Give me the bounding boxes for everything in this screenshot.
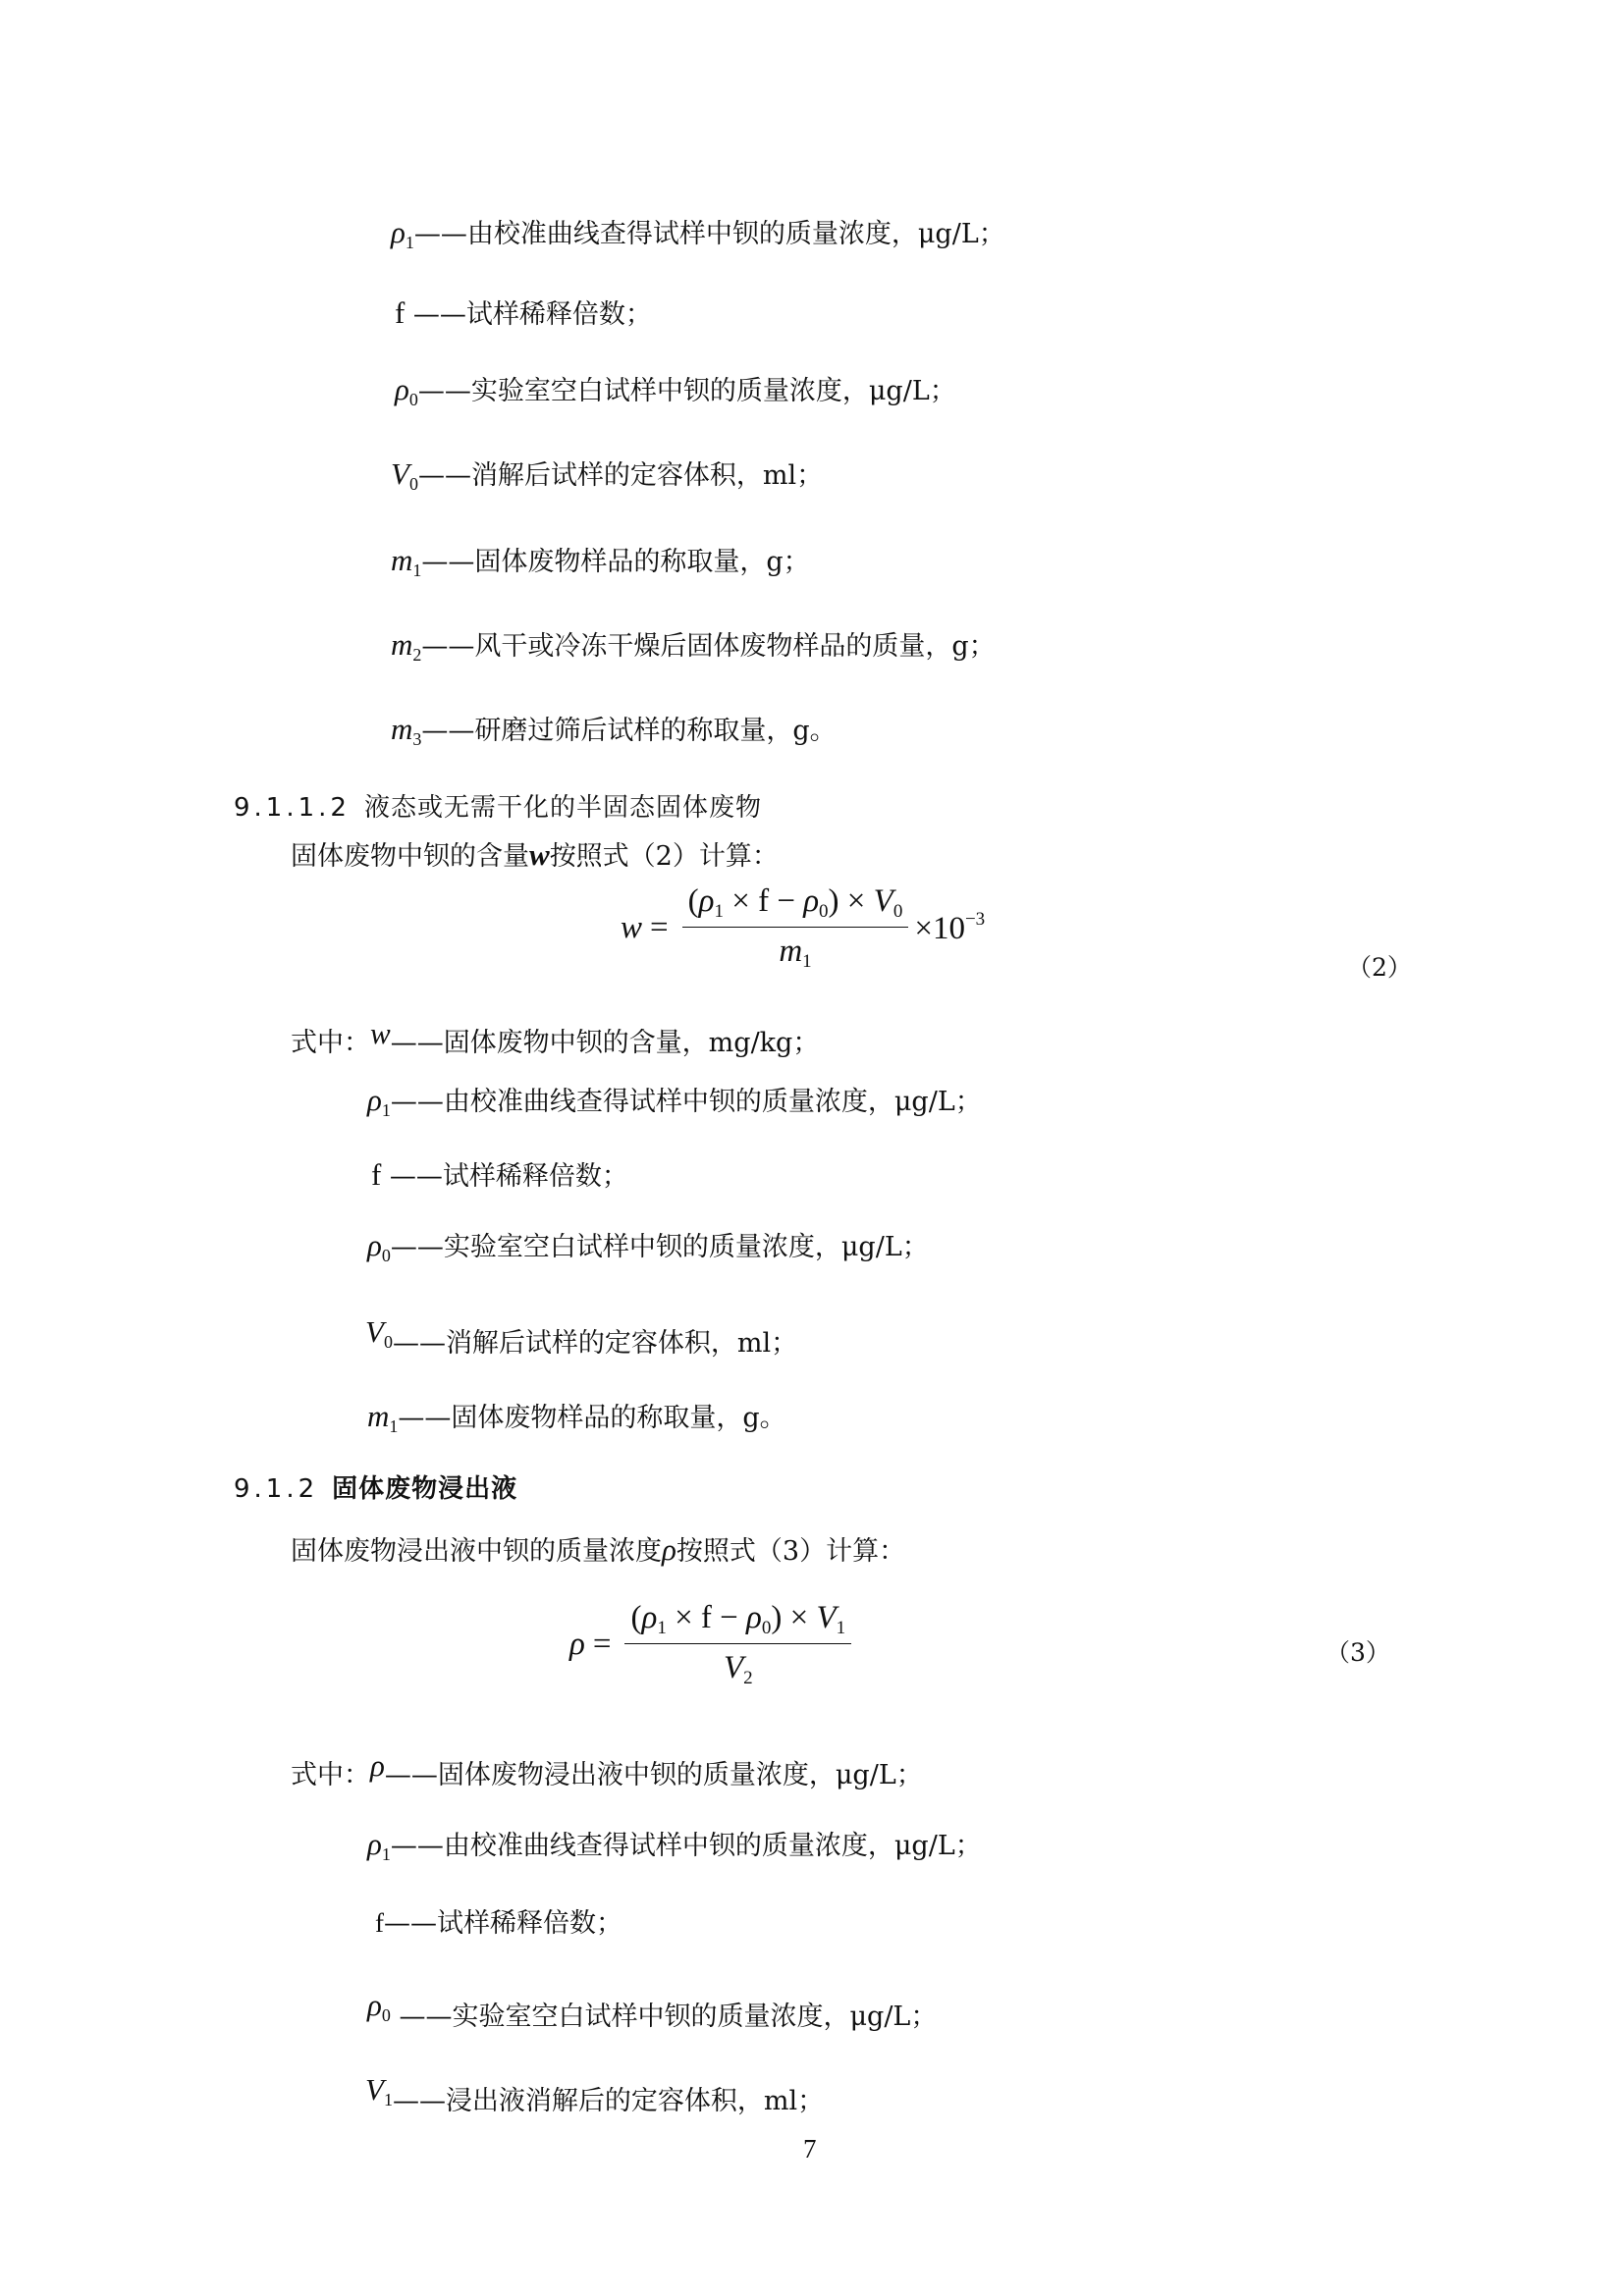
symbol-m: $m_3$: [391, 712, 422, 749]
symbol-w: w: [370, 1016, 391, 1050]
formula-fraction: $\frac{(\rho_1 \times f - \rho_0) \times V_1}{V_2}$: [624, 1600, 851, 1689]
section-number: 9.1.1.2: [234, 793, 351, 823]
symbol-rho: $\rho_0$: [395, 372, 418, 409]
definition-f: f ——试样稀释倍数；: [395, 295, 652, 330]
symbol-m: $m_1$: [391, 543, 422, 580]
definition-m3: $m_3——$研磨过筛后试样的称取量，g。: [391, 712, 837, 749]
definition-rho0: $\rho_0——$实验室空白试样中钡的质量浓度，μg/L；: [367, 1228, 929, 1265]
formula-3: ρ = $\frac{(\rho_1 \times f - \rho_0) \times V_1}{V_2}$: [569, 1600, 857, 1689]
formula-intro-2: 固体废物中钡的含量w按照式（2）计算：: [291, 837, 779, 872]
section-title: 固体废物浸出液: [332, 1474, 518, 1504]
definition-rho: 式中：ρ——固体废物浸出液中钡的质量浓度，μg/L；: [291, 1748, 923, 1790]
definition-f: f——试样稀释倍数；: [375, 1908, 622, 1939]
symbol-m: $m_1$: [367, 1399, 399, 1436]
section-heading-9112: [234, 791, 762, 825]
formula-intro-3: 固体废物浸出液中钡的质量浓度ρ按照式（3）计算：: [291, 1532, 906, 1567]
definition-rho0: $\rho_0——$实验室空白试样中钡的质量浓度，μg/L；: [395, 372, 956, 409]
symbol-rho: $\rho_1$: [367, 1083, 391, 1120]
symbol-m: $m_2$: [391, 627, 422, 665]
definition-m1: $m_1——$固体废物样品的称取量，g。: [367, 1399, 786, 1436]
definition-rho1: $\rho_1——$由校准曲线查得试样中钡的质量浓度，μg/L；: [367, 1083, 982, 1120]
formula-lhs: w: [621, 910, 643, 945]
definition-w: 式中：w——固体废物中钡的含量，mg/kg；: [291, 1016, 820, 1058]
where-label: 式中：: [291, 1760, 370, 1790]
symbol-f: f: [375, 1908, 384, 1938]
formula-2: w = $\frac{(\rho_1 \times f - \rho_0) \times V_0}{m_1}$ $\times 10^{-3}$: [621, 883, 986, 972]
definition-rho0: $\rho_0$ ——实验室空白试样中钡的质量浓度，μg/L；: [367, 1988, 938, 2032]
definition-rho1: $\rho_1——$由校准曲线查得试样中钡的质量浓度，μg/L；: [391, 215, 1005, 252]
equation-number-3: （3）: [1325, 1638, 1390, 1667]
symbol-rho: $\rho_1$: [367, 1827, 391, 1864]
symbol-f: f: [371, 1157, 382, 1192]
definition-v0: $V_0——$消解后试样的定容体积，ml；: [365, 1314, 798, 1359]
symbol-rho: $\rho_0$: [367, 1228, 391, 1265]
formula-fraction: $\frac{(\rho_1 \times f - \rho_0) \times V_0}{m_1}$: [682, 883, 909, 973]
definition-f: f ——试样稀释倍数；: [371, 1157, 628, 1192]
definition-m1: $m_1——$固体废物样品的称取量，g；: [391, 543, 810, 580]
equation-number-2: （2）: [1347, 953, 1412, 982]
symbol-f: f: [395, 295, 406, 330]
symbol-v: $V_0$: [365, 1314, 393, 1352]
symbol-v: $V_1$: [365, 2072, 393, 2109]
symbol-rho: $\rho_1$: [391, 215, 414, 252]
definition-v0: $V_0——$消解后试样的定容体积，ml；: [391, 456, 824, 494]
section-heading-912: [234, 1472, 517, 1506]
section-number: 9.1.2: [234, 1474, 319, 1504]
page-number: 7: [803, 2134, 817, 2163]
definition-m2: $m_2——$风干或冷冻干燥后固体废物样品的质量，g；: [391, 627, 996, 665]
symbol-rho: $\rho_0$: [367, 1988, 391, 2025]
symbol-rho: ρ: [370, 1748, 385, 1783]
formula-lhs: ρ: [569, 1627, 585, 1662]
definition-v1: $V_1——$浸出液消解后的定容体积，ml；: [365, 2072, 825, 2116]
section-title: 液态或无需干化的半固态固体废物: [363, 793, 762, 823]
where-label: 式中：: [291, 1028, 370, 1058]
symbol-v: $V_0$: [391, 456, 418, 494]
definition-rho1: $\rho_1——$由校准曲线查得试样中钡的质量浓度，μg/L；: [367, 1827, 982, 1864]
